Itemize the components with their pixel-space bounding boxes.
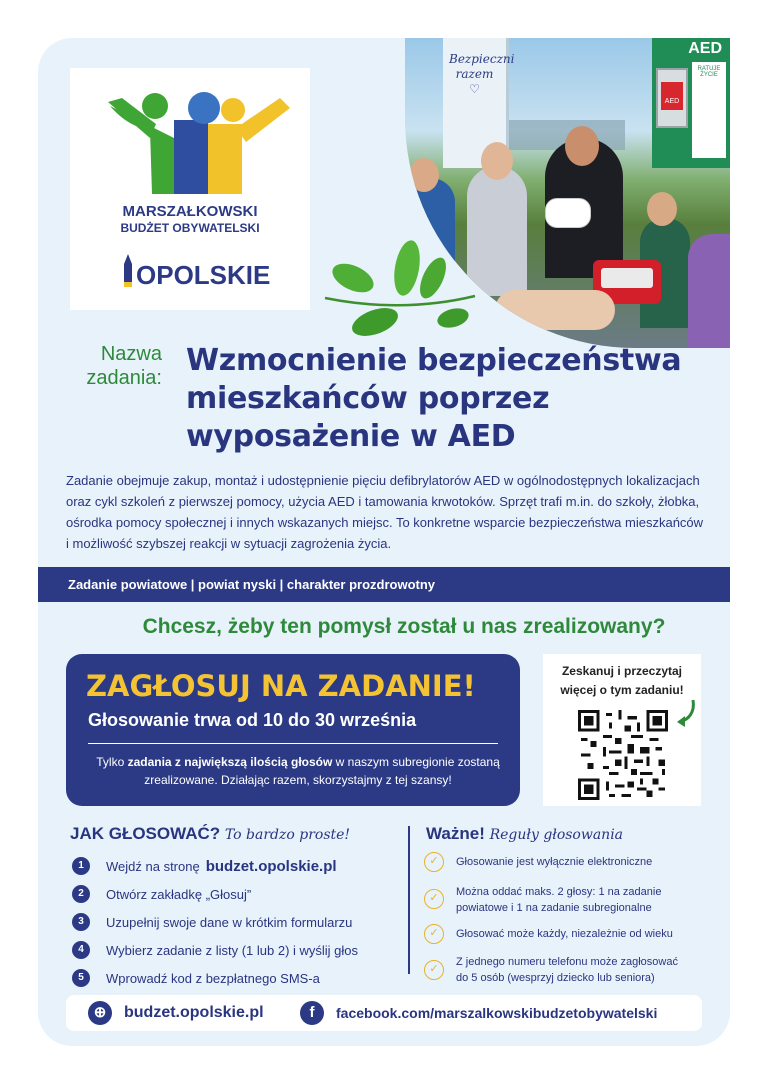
website-link[interactable]: budzet.opolskie.pl	[205, 857, 337, 875]
banner-heart-icon: ♡	[469, 82, 480, 96]
rule-text: Można oddać maks. 2 głosy: 1 na zadanie powiatowe i 1 na zadanie subregionalne	[456, 886, 662, 914]
logo-line-1: MARSZAŁKOWSKI	[122, 203, 258, 220]
footer-facebook-text[interactable]: facebook.com/marszalkowskibudzetobywatelski	[336, 1005, 658, 1021]
step-item	[72, 852, 402, 880]
qr-caption: Zeskanuj i przeczytaj więcej o tym zadaniu!	[560, 664, 684, 697]
task-title: Wzmocnienie bezpieczeństwa mieszkańców poprzez wyposażenie w AED	[186, 343, 682, 454]
step-item	[72, 936, 402, 964]
step-item	[72, 880, 402, 908]
banner-text: Bezpieczni razem	[449, 52, 515, 81]
footer-website-text[interactable]: budzet.opolskie.pl	[124, 1004, 264, 1021]
qr-box	[543, 654, 701, 806]
rule-item	[424, 924, 714, 944]
step-text: Uzupełnij swoje dane w krótkim formularzu	[106, 914, 353, 930]
aed-sign	[652, 38, 730, 168]
aed-pads	[545, 198, 591, 228]
rule-item	[424, 954, 714, 986]
step-text: Wybierz zadanie z listy (1 lub 2) i wyślij głos	[106, 942, 359, 958]
aed-sign-sub: RATUJE ŻYCIE	[692, 62, 726, 158]
footer-website[interactable]	[88, 995, 264, 1031]
step-number: 1	[72, 857, 90, 875]
town-hall-icon	[120, 254, 136, 288]
voting-steps-list	[72, 852, 402, 992]
vote-dates: Głosowanie trwa od 10 do 30 września	[88, 710, 417, 730]
rule-text: Z jednego numeru telefonu może zagłosować do 5 osób (wesprzyj dziecko lub seniora)	[456, 956, 678, 984]
task-tags-band: Zadanie powiatowe | powiat nyski | charakter prozdrowotny	[38, 567, 730, 602]
step-item	[72, 908, 402, 936]
boy-left-head	[409, 158, 439, 192]
check-icon: ✓	[424, 960, 444, 980]
qr-code-icon[interactable]	[578, 710, 668, 800]
arrow-icon	[675, 698, 699, 728]
rule-item	[424, 884, 714, 916]
rule-text: Głosowanie jest wyłącznie elektroniczne	[456, 856, 653, 868]
footer-bar	[66, 995, 702, 1031]
people-logo-icon	[70, 68, 310, 208]
step-number: 3	[72, 913, 90, 931]
vote-headline: ZAGŁOSUJ NA ZADANIE!	[86, 669, 476, 703]
boy-right-head	[647, 192, 677, 226]
step-number: 5	[72, 969, 90, 987]
logo-line-2: BUDŻET OBYWATELSKI	[120, 221, 260, 235]
how-to-vote-title: JAK GŁOSOWAĆ?	[70, 824, 221, 843]
training-manikin	[495, 290, 615, 330]
task-name-label: Nazwa zadania:	[86, 343, 162, 389]
girl-head	[481, 142, 513, 180]
section-divider	[408, 826, 410, 974]
step-item	[72, 964, 402, 992]
task-description: Zadanie obejmuje zakup, montaż i udostępnienie pięciu defibrylatorów AED w ogólnodostępnych lokalizacjach oraz cykl szkoleń z pierwszej pomocy, użycia AED i tamowania krwotoków. Sprzęt trafi m.in. do szkoły, żłobka, ośrodka pomocy społecznej i innych wskazanych miejsc. To konkretne wsparcie bezpieczeństwa mieszkańców i możliwość szybszej reakcji w sytuacji zagrożenia życia.	[66, 473, 704, 551]
check-icon: ✓	[424, 852, 444, 872]
check-icon: ✓	[424, 889, 444, 909]
rules-title: Ważne!	[426, 824, 485, 843]
aed-screen	[601, 268, 653, 288]
aed-cabinet-label: AED	[661, 82, 683, 110]
facebook-icon: f	[300, 1001, 324, 1025]
aed-sign-text: AED	[688, 40, 722, 57]
rule-text: Głosować może każdy, niezależnie od wieku	[456, 928, 673, 940]
aed-cabinet	[656, 68, 688, 128]
how-to-vote-heading	[70, 822, 350, 847]
footer-facebook[interactable]	[300, 995, 657, 1031]
call-to-action-question: Chcesz, żeby ten pomysł został u nas zrealizowany?	[142, 615, 666, 638]
check-icon: ✓	[424, 924, 444, 944]
girl-right	[688, 234, 730, 348]
region-name: OPOLSKIE	[136, 260, 271, 290]
step-text: Otwórz zakładkę „Głosuj”	[106, 886, 252, 902]
vote-note-part1: Tylko	[96, 755, 128, 769]
rule-item	[424, 852, 714, 872]
vote-note	[88, 753, 508, 789]
vote-note-part2: w naszym subregionie zostaną zrealizowane. Działając razem, skorzystajmy z tej szansy!	[144, 755, 500, 787]
step-text: Wejdź na stronę	[106, 858, 200, 874]
step-number: 4	[72, 941, 90, 959]
instructor-head	[565, 126, 599, 166]
step-number: 2	[72, 885, 90, 903]
vote-note-bold: zadania z największą ilością głosów	[127, 755, 333, 769]
rules-heading	[426, 822, 623, 847]
how-to-vote-subtitle: To bardzo proste!	[224, 827, 351, 843]
vote-divider	[88, 743, 498, 744]
rules-list	[424, 852, 714, 992]
logo-box	[70, 68, 310, 310]
leaf-branch-icon	[315, 238, 485, 338]
globe-icon: ⊕	[88, 1001, 112, 1025]
rules-subtitle: Reguły głosowania	[489, 827, 624, 843]
step-text: Wprowadź kod z bezpłatnego SMS-a	[106, 970, 320, 986]
vote-box	[66, 654, 520, 806]
